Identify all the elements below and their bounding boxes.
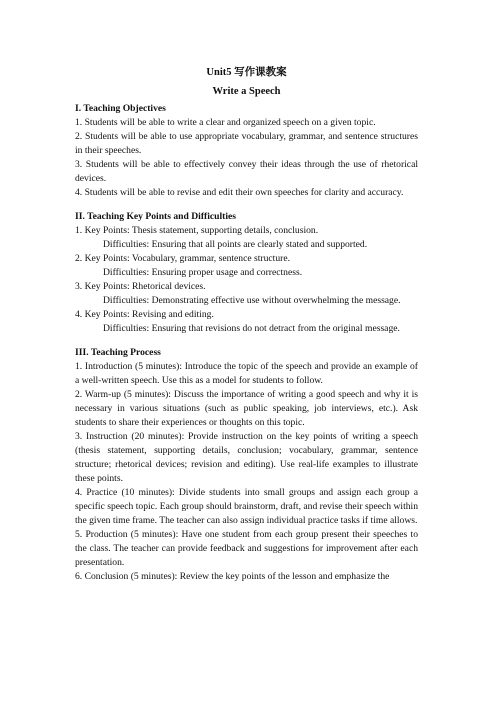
process-item: 2. Warm-up (5 minutes): Discuss the importance of writing a good speech and why it is necessary in various situations (such as public speaking, job interviews, etc.). Ask students to share their experiences or thoughts on this topic.	[75, 389, 418, 428]
document-subtitle: Write a Speech	[212, 86, 281, 97]
section-heading-objectives: I. Teaching Objectives	[75, 103, 166, 114]
difficulty-item: Difficulties: Ensuring that all points are clearly stated and supported.	[103, 239, 368, 250]
section-heading-process: III. Teaching Process	[75, 347, 161, 358]
key-point-item: 3. Key Points: Rhetorical devices.	[75, 281, 206, 292]
key-point-item: 4. Key Points: Revising and editing.	[75, 309, 214, 320]
document-page	[75, 60, 418, 594]
objective-item: 4. Students will be able to revise and edit their own speeches for clarity and accuracy.	[75, 187, 404, 198]
key-point-item: 2. Key Points: Vocabulary, grammar, sentence structure.	[75, 253, 290, 264]
objective-item: 2. Students will be able to use appropriate vocabulary, grammar, and sentence structures in their speeches.	[75, 131, 418, 156]
objective-item: 1. Students will be able to write a clear and organized speech on a given topic.	[75, 117, 376, 128]
section-process	[75, 346, 418, 584]
process-item: 5. Production (5 minutes): Have one student from each group present their speeches to the class. The teacher can provide feedback and suggestions for improvement after each presentation.	[75, 529, 418, 568]
objective-item: 3. Students will be able to effectively convey their ideas through the use of rhetorical devices.	[75, 159, 418, 184]
process-item: 4. Practice (10 minutes): Divide students into small groups and assign each group a specific speech topic. Each group should brainstorm, draft, and revise their speech within the given time frame. The teacher can also assign individual practice tasks if time allows.	[75, 487, 418, 526]
section-key-points	[75, 210, 418, 336]
process-item: 3. Instruction (20 minutes): Provide instruction on the key points of writing a speech (thesis statement, supporting details, conclusion; vocabulary, grammar, sentence structure; rhetorical devices; revision and editing). Use real-life examples to illustrate these points.	[75, 431, 418, 484]
section-objectives	[75, 102, 418, 200]
section-heading-key-points: II. Teaching Key Points and Difficulties	[75, 211, 236, 222]
process-item: 1. Introduction (5 minutes): Introduce the topic of the speech and provide an example of a well-written speech. Use this as a model for students to follow.	[75, 361, 418, 386]
document-title: Unit5 写作课教案	[206, 67, 287, 78]
difficulty-item: Difficulties: Ensuring proper usage and correctness.	[103, 267, 303, 278]
difficulty-item: Difficulties: Ensuring that revisions do not detract from the original message.	[103, 323, 400, 334]
key-point-item: 1. Key Points: Thesis statement, supporting details, conclusion.	[75, 225, 319, 236]
difficulty-item: Difficulties: Demonstrating effective use without overwhelming the message.	[103, 295, 401, 306]
process-item: 6. Conclusion (5 minutes): Review the key points of the lesson and emphasize the	[75, 571, 390, 582]
